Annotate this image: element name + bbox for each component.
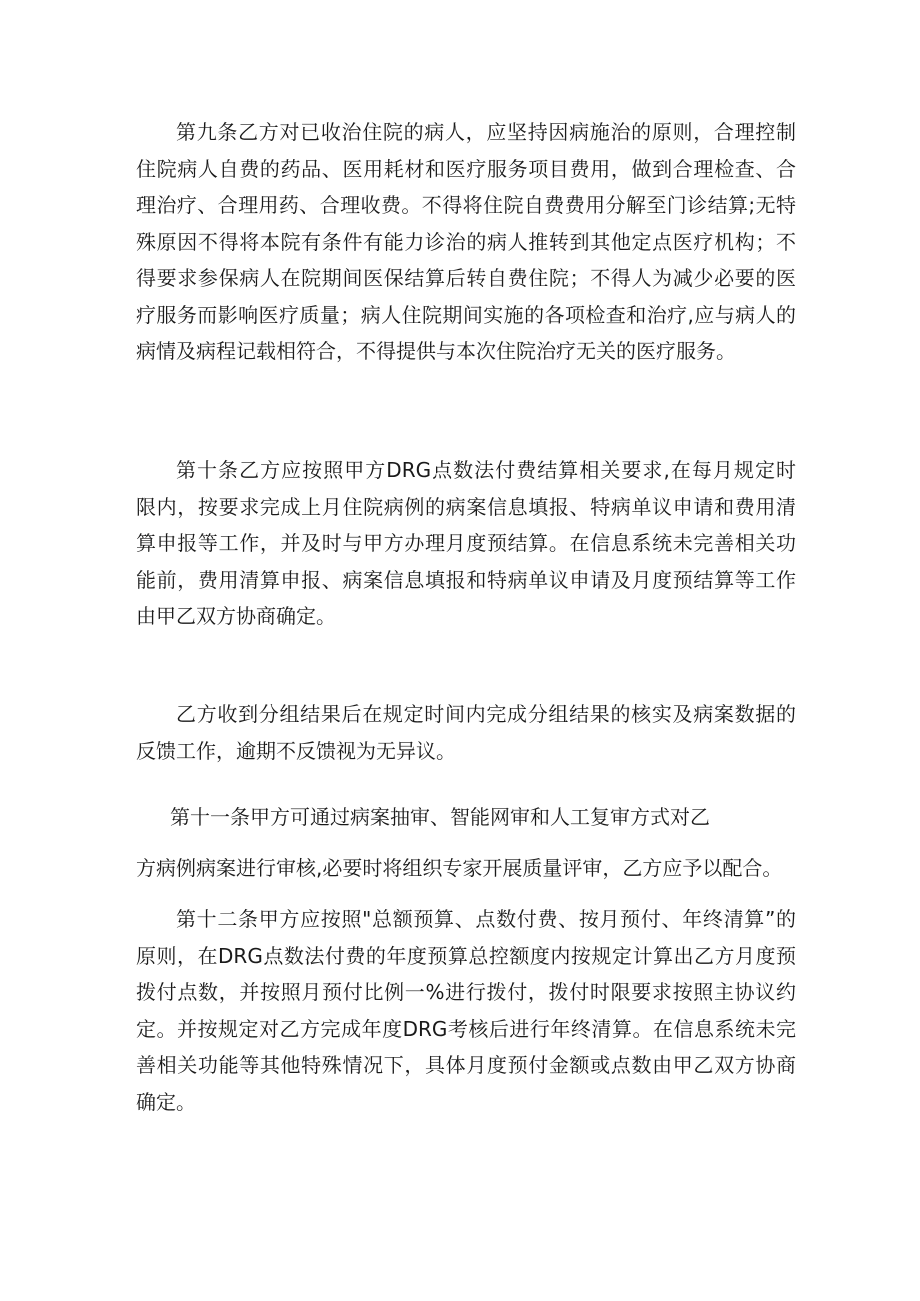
text-line: 得要求参保病人在院期间医保结算后转自费住院；不得人为减少必要的医 (136, 266, 796, 290)
text-line: 乙方收到分组结果后在规定时间内完成分组结果的核实及病案数据的 (176, 702, 796, 726)
paragraph-article-11-first (136, 799, 796, 836)
paragraph-article-9 (136, 114, 796, 370)
text-line: 殊原因不得将本院有条件有能力诊治的病人推转到其他定点医疗机构；不 (136, 229, 796, 254)
text-line: 限内，按要求完成上月住院病例的病案信息填报、特病单议申请和费用清 (136, 494, 796, 519)
paragraph-article-10-feedback (136, 696, 796, 769)
text-line: 住院病人自费的药品、医用耗材和医疗服务项目费用，做到合理检查、合 (136, 156, 796, 181)
text-line: 由甲乙双方协商确定。 (136, 604, 336, 628)
text-line: 能前，费用清算申报、病案信息填报和特病单议申请及月度预结算等工作 (136, 567, 796, 592)
text-line: 第十二条甲方应按照"总额预算、点数付费、按月预付、年终清算”的 (176, 907, 796, 931)
text-line: 第九条乙方对已收治住院的病人，应坚持因病施治的原则，合理控制 (176, 120, 796, 144)
text-line: 算申报等工作，并及时与甲方办理月度预结算。在信息系统未完善相关功 (136, 531, 796, 555)
text-line: 方病例病案进行审核,必要时将组织专家开展质量评审，乙方应予以配合。 (136, 856, 783, 880)
text-line: 理治疗、合理用药、合理收费。不得将住院自费费用分解至门诊结算;无特 (136, 193, 796, 217)
text-line: 善相关功能等其他特殊情况下，具体月度预付金额或点数由甲乙双方协商 (136, 1053, 796, 1077)
paragraph-article-11-second (136, 850, 796, 887)
text-line: 拨付点数，并按照月预付比例一%进行拨付，拨付时限要求按照主协议约 (136, 980, 796, 1004)
text-line: 定。并按规定对乙方完成年度DRG考核后进行年终清算。在信息系统未完 (136, 1016, 796, 1041)
text-line: 反馈工作，逾期不反馈视为无异议。 (136, 738, 456, 763)
text-line: 病情及病程记载相符合，不得提供与本次住院治疗无关的医疗服务。 (136, 339, 736, 363)
text-line: 确定。 (136, 1089, 196, 1114)
paragraph-article-12 (136, 901, 796, 1120)
text-line: 第十一条甲方可通过病案抽审、智能网审和人工复审方式对乙 (170, 805, 710, 829)
text-line: 原则，在DRG点数法付费的年度预算总控额度内按规定计算出乙方月度预 (136, 943, 796, 968)
text-line: 第十条乙方应按照甲方DRG点数法付费结算相关要求,在每月规定时 (176, 458, 796, 482)
text-line: 疗服务而影响医疗质量；病人住院期间实施的各项检查和治疗,应与病人的 (136, 302, 796, 327)
paragraph-article-10 (136, 452, 796, 635)
